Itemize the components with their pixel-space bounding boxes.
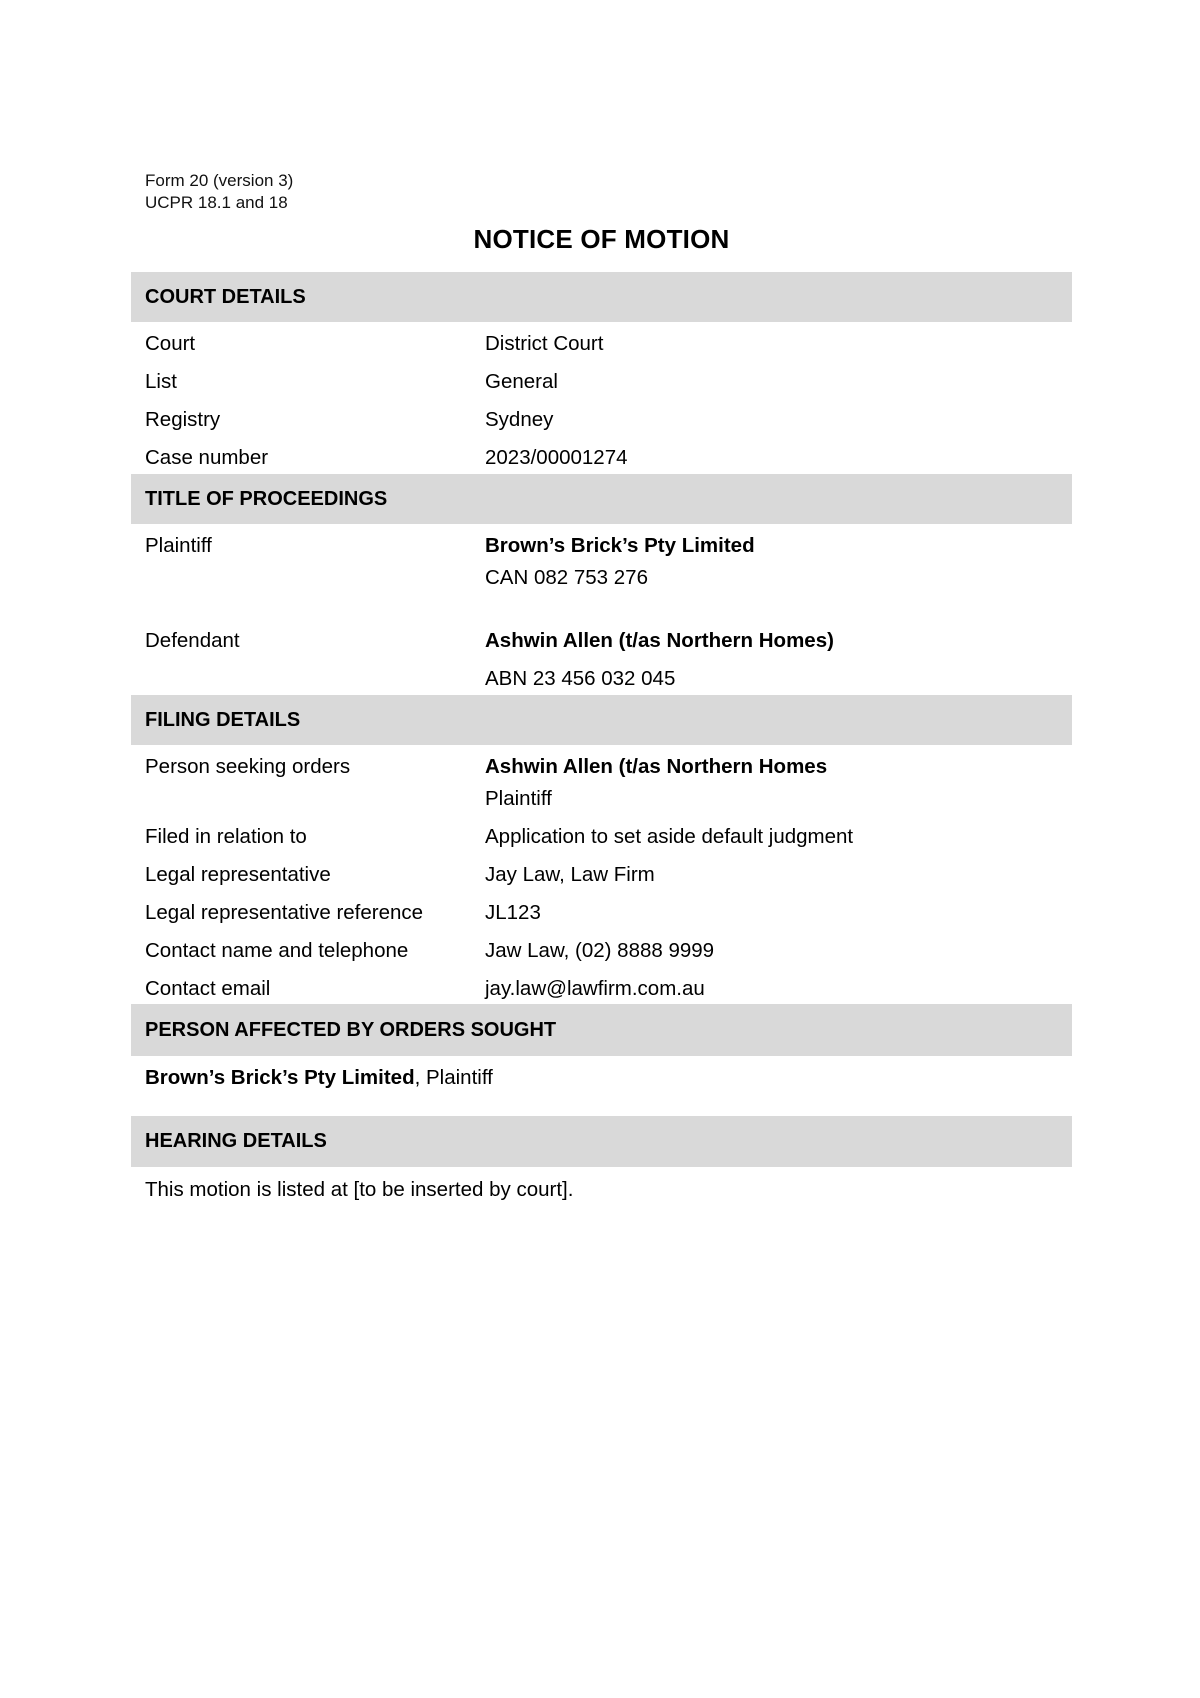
plaintiff-name: Brown’s Brick’s Pty Limited	[485, 534, 755, 557]
person-affected-role: , Plaintiff	[414, 1066, 493, 1089]
case-number-value: 2023/00001274	[485, 446, 628, 469]
registry-value: Sydney	[485, 408, 554, 431]
list-value: General	[485, 370, 558, 393]
contact-email-value: jay.law@lawfirm.com.au	[485, 977, 705, 1000]
person-seeking-orders-name: Ashwin Allen (t/as Northern Homes	[485, 755, 828, 778]
contact-email-label: Contact email	[145, 977, 271, 1000]
form-reference	[145, 170, 293, 214]
case-number-label: Case number	[145, 446, 269, 469]
contact-name-telephone-value: Jaw Law, (02) 8888 9999	[485, 939, 715, 962]
hearing-details-heading: HEARING DETAILS	[131, 1116, 1072, 1167]
title-of-proceedings-heading: TITLE OF PROCEEDINGS	[131, 474, 1072, 524]
contact-name-telephone-label: Contact name and telephone	[145, 939, 409, 962]
legal-representative-reference-label: Legal representative reference	[145, 901, 424, 924]
defendant-name: Ashwin Allen (t/as Northern Homes)	[485, 629, 834, 652]
filed-in-relation-label: Filed in relation to	[145, 825, 307, 848]
document-page	[131, 0, 1072, 1698]
defendant-label: Defendant	[145, 629, 240, 652]
person-affected-name: Brown’s Brick’s Pty Limited	[145, 1066, 415, 1089]
court-value: District Court	[485, 332, 604, 355]
plaintiff-label: Plaintiff	[145, 534, 212, 557]
form-rule: UCPR 18.1 and 18	[145, 193, 288, 212]
filing-details-heading: FILING DETAILS	[131, 695, 1072, 745]
hearing-details-text: This motion is listed at [to be inserted by court].	[145, 1178, 574, 1201]
plaintiff-number: CAN 082 753 276	[485, 566, 648, 589]
court-details-heading: COURT DETAILS	[131, 272, 1072, 322]
person-affected-heading: PERSON AFFECTED BY ORDERS SOUGHT	[131, 1004, 1072, 1056]
list-label: List	[145, 370, 177, 393]
person-seeking-orders-role: Plaintiff	[485, 787, 552, 810]
legal-representative-value: Jay Law, Law Firm	[485, 863, 655, 886]
legal-representative-label: Legal representative	[145, 863, 331, 886]
registry-label: Registry	[145, 408, 221, 431]
document-title: NOTICE OF MOTION	[473, 224, 730, 254]
filed-in-relation-value: Application to set aside default judgment	[485, 825, 854, 848]
defendant-number: ABN 23 456 032 045	[485, 667, 676, 690]
court-label: Court	[145, 332, 196, 355]
form-version: Form 20 (version 3)	[145, 171, 294, 190]
legal-representative-reference-value: JL123	[485, 901, 541, 924]
person-affected-line	[145, 1066, 493, 1090]
person-seeking-orders-label: Person seeking orders	[145, 755, 351, 778]
